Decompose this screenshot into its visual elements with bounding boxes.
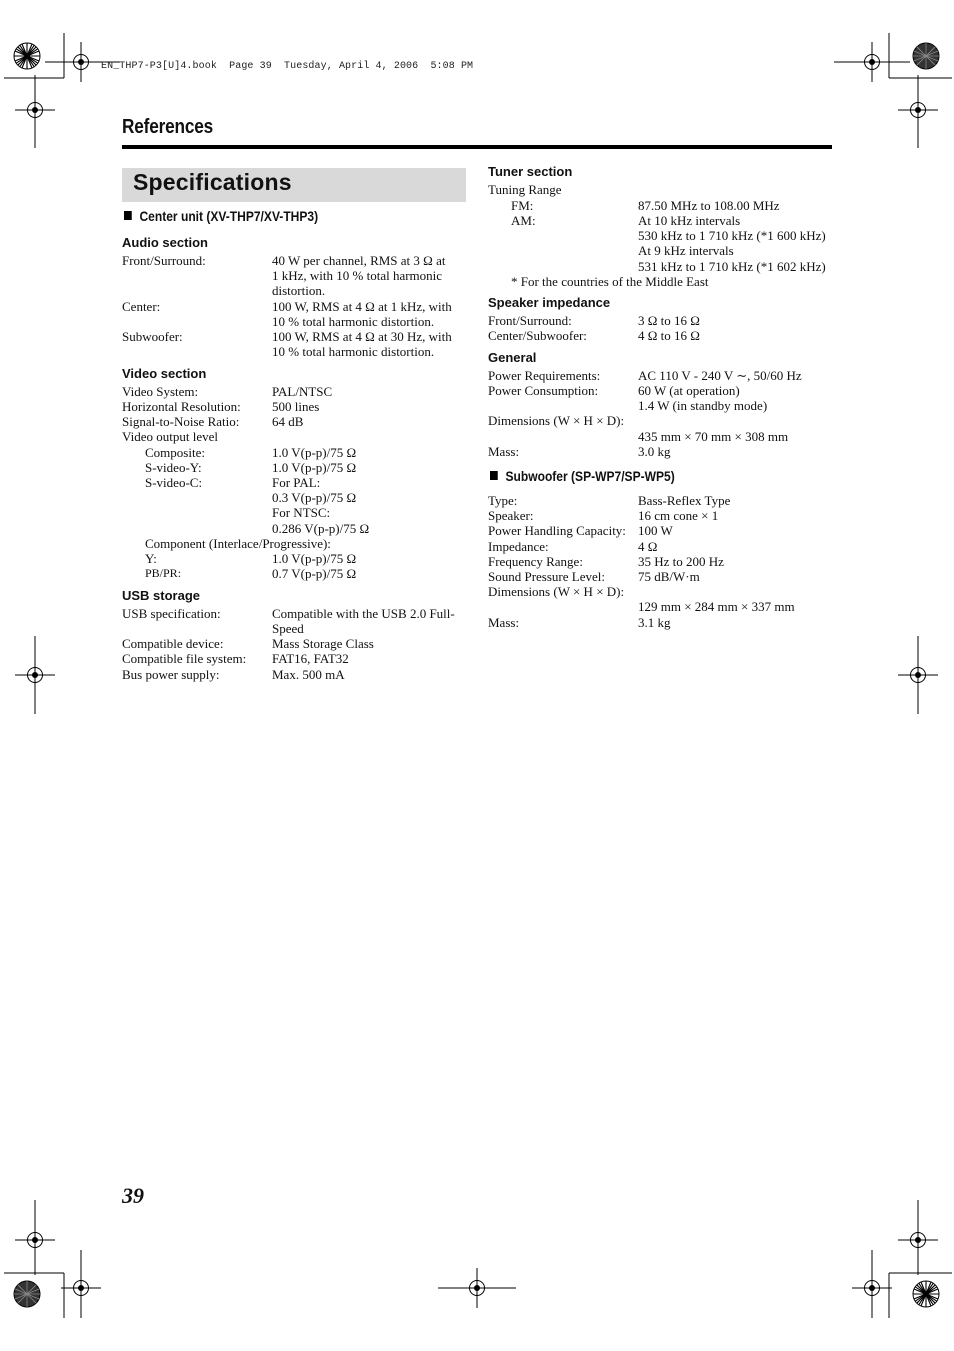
value-line: At 9 kHz intervals	[638, 243, 734, 259]
composite-value: 1.0 V(p-p)/75 Ω	[272, 445, 357, 460]
sw-mass-label: Mass:	[488, 615, 520, 630]
section-rule	[122, 145, 832, 149]
value-line: 60 W (at operation)	[638, 383, 740, 398]
value-line: For NTSC:	[272, 505, 331, 521]
sw-dimensions-label: Dimensions (W × H × D):	[488, 584, 625, 599]
horizontal-resolution-label: Horizontal Resolution:	[122, 399, 241, 414]
center-unit-heading	[124, 208, 318, 224]
value-line: 530 kHz to 1 710 kHz (*1 600 kHz)	[638, 228, 826, 244]
imp-center-sub-value: 4 Ω to 16 Ω	[638, 328, 700, 343]
section-title: References	[122, 116, 214, 138]
component-pbpr-value: 0.7 V(p-p)/75 Ω	[272, 566, 357, 581]
sw-frequency-value: 35 Hz to 200 Hz	[638, 554, 724, 569]
usb-storage-heading: USB storage	[122, 588, 201, 603]
sw-impedance-label: Impedance:	[488, 539, 549, 554]
subwoofer-heading	[490, 468, 675, 484]
svideo-c-value	[272, 475, 369, 536]
audio-center-value	[272, 299, 452, 329]
horizontal-resolution-value: 500 lines	[272, 399, 320, 414]
compatible-device-value: Mass Storage Class	[272, 636, 374, 651]
compatible-fs-value: FAT16, FAT32	[272, 651, 349, 666]
sw-spl-label: Sound Pressure Level:	[488, 569, 605, 584]
sw-power-handling-label: Power Handling Capacity:	[488, 523, 626, 538]
mass-value: 3.0 kg	[638, 444, 671, 459]
value-line: 40 W per channel, RMS at 3 Ω at	[272, 253, 446, 268]
value-line: 0.3 V(p-p)/75 Ω	[272, 490, 357, 506]
value-line: 1.4 W (in standby mode)	[638, 398, 768, 414]
sw-type-label: Type:	[488, 493, 518, 508]
sw-speaker-value: 16 cm cone × 1	[638, 508, 719, 523]
value-line: 1 kHz, with 10 % total harmonic	[272, 268, 443, 284]
book-file-header: EN_THP7-P3[U]4.book Page 39 Tuesday, April 4, 2006 5:08 PM	[101, 61, 474, 72]
imp-front-surround-value: 3 Ω to 16 Ω	[638, 313, 700, 328]
power-requirements-label: Power Requirements:	[488, 368, 601, 383]
audio-front-surround-value	[272, 253, 445, 299]
sw-mass-value: 3.1 kg	[638, 615, 671, 630]
value-line: 10 % total harmonic distortion.	[272, 314, 435, 330]
video-output-level-label: Video output level	[122, 429, 218, 444]
sw-spl-value: 75 dB/W·m	[638, 569, 700, 584]
audio-subwoofer-label: Subwoofer:	[122, 329, 183, 344]
bullet-square-icon	[124, 211, 132, 220]
audio-subwoofer-value	[272, 329, 452, 359]
value-line: For PAL:	[272, 475, 321, 490]
video-system-label: Video System:	[122, 384, 199, 399]
sw-dimensions-value: 129 mm × 284 mm × 337 mm	[638, 599, 795, 614]
subwoofer-heading-text: Subwoofer (SP-WP7/SP-WP5)	[505, 468, 675, 484]
power-consumption-label: Power Consumption:	[488, 383, 599, 398]
value-line: At 10 kHz intervals	[638, 213, 741, 228]
video-system-value: PAL/NTSC	[272, 384, 333, 399]
audio-center-label: Center:	[122, 299, 161, 314]
component-label: Component (Interlace/Progressive):	[145, 536, 331, 551]
component-y-value: 1.0 V(p-p)/75 Ω	[272, 551, 357, 566]
am-label: AM:	[511, 213, 536, 228]
value-line: distortion.	[272, 283, 326, 299]
bus-power-label: Bus power supply:	[122, 667, 220, 682]
value-line: 100 W, RMS at 4 Ω at 1 kHz, with	[272, 299, 452, 314]
audio-front-surround-label: Front/Surround:	[122, 253, 206, 268]
svideo-c-label: S-video-C:	[145, 475, 203, 490]
bullet-square-icon	[490, 471, 498, 480]
value-line: 0.286 V(p-p)/75 Ω	[272, 520, 370, 536]
mass-label: Mass:	[488, 444, 520, 459]
dimensions-label: Dimensions (W × H × D):	[488, 413, 625, 428]
power-requirements-value: AC 110 V - 240 V ∼, 50/60 Hz	[638, 368, 802, 383]
usb-spec-value	[272, 606, 455, 636]
tuning-range-label: Tuning Range	[488, 182, 562, 197]
speaker-impedance-heading: Speaker impedance	[488, 295, 611, 310]
page-number: 39	[122, 1183, 144, 1208]
snr-label: Signal-to-Noise Ratio:	[122, 414, 240, 429]
specifications-banner	[122, 168, 466, 202]
tuner-section-heading: Tuner section	[488, 164, 573, 179]
sw-power-handling-value: 100 W	[638, 523, 673, 538]
svideo-y-value: 1.0 V(p-p)/75 Ω	[272, 460, 357, 475]
snr-value: 64 dB	[272, 414, 304, 429]
value-line: Speed	[272, 621, 304, 637]
compatible-device-label: Compatible device:	[122, 636, 224, 651]
am-value	[638, 213, 826, 274]
value-line: 531 kHz to 1 710 kHz (*1 602 kHz)	[638, 258, 826, 274]
value-line: 10 % total harmonic distortion.	[272, 344, 435, 360]
page-title: Specifications	[133, 169, 292, 195]
fm-value: 87.50 MHz to 108.00 MHz	[638, 198, 780, 213]
imp-front-surround-label: Front/Surround:	[488, 313, 572, 328]
audio-section-heading: Audio section	[122, 235, 208, 250]
video-section-heading: Video section	[122, 366, 207, 381]
general-heading: General	[488, 350, 537, 365]
center-unit-heading-text: Center unit (XV-THP7/XV-THP3)	[139, 208, 319, 224]
tuner-footnote: * For the countries of the Middle East	[511, 274, 709, 289]
component-y-label: Y:	[145, 551, 157, 566]
value-line: Compatible with the USB 2.0 Full-	[272, 606, 455, 621]
svideo-y-label: S-video-Y:	[145, 460, 202, 475]
composite-label: Composite:	[145, 445, 205, 460]
fm-label: FM:	[511, 198, 534, 213]
sw-type-value: Bass-Reflex Type	[638, 493, 731, 508]
sw-impedance-value: 4 Ω	[638, 539, 658, 554]
bus-power-value: Max. 500 mA	[272, 667, 345, 682]
component-pbpr-label: PB/PR:	[145, 566, 182, 580]
dimensions-value: 435 mm × 70 mm × 308 mm	[638, 429, 789, 444]
sw-frequency-label: Frequency Range:	[488, 554, 583, 569]
compatible-fs-label: Compatible file system:	[122, 651, 247, 666]
usb-spec-label: USB specification:	[122, 606, 221, 621]
power-consumption-value	[638, 383, 767, 413]
imp-center-sub-label: Center/Subwoofer:	[488, 328, 587, 343]
sw-speaker-label: Speaker:	[488, 508, 534, 523]
value-line: 100 W, RMS at 4 Ω at 30 Hz, with	[272, 329, 452, 344]
